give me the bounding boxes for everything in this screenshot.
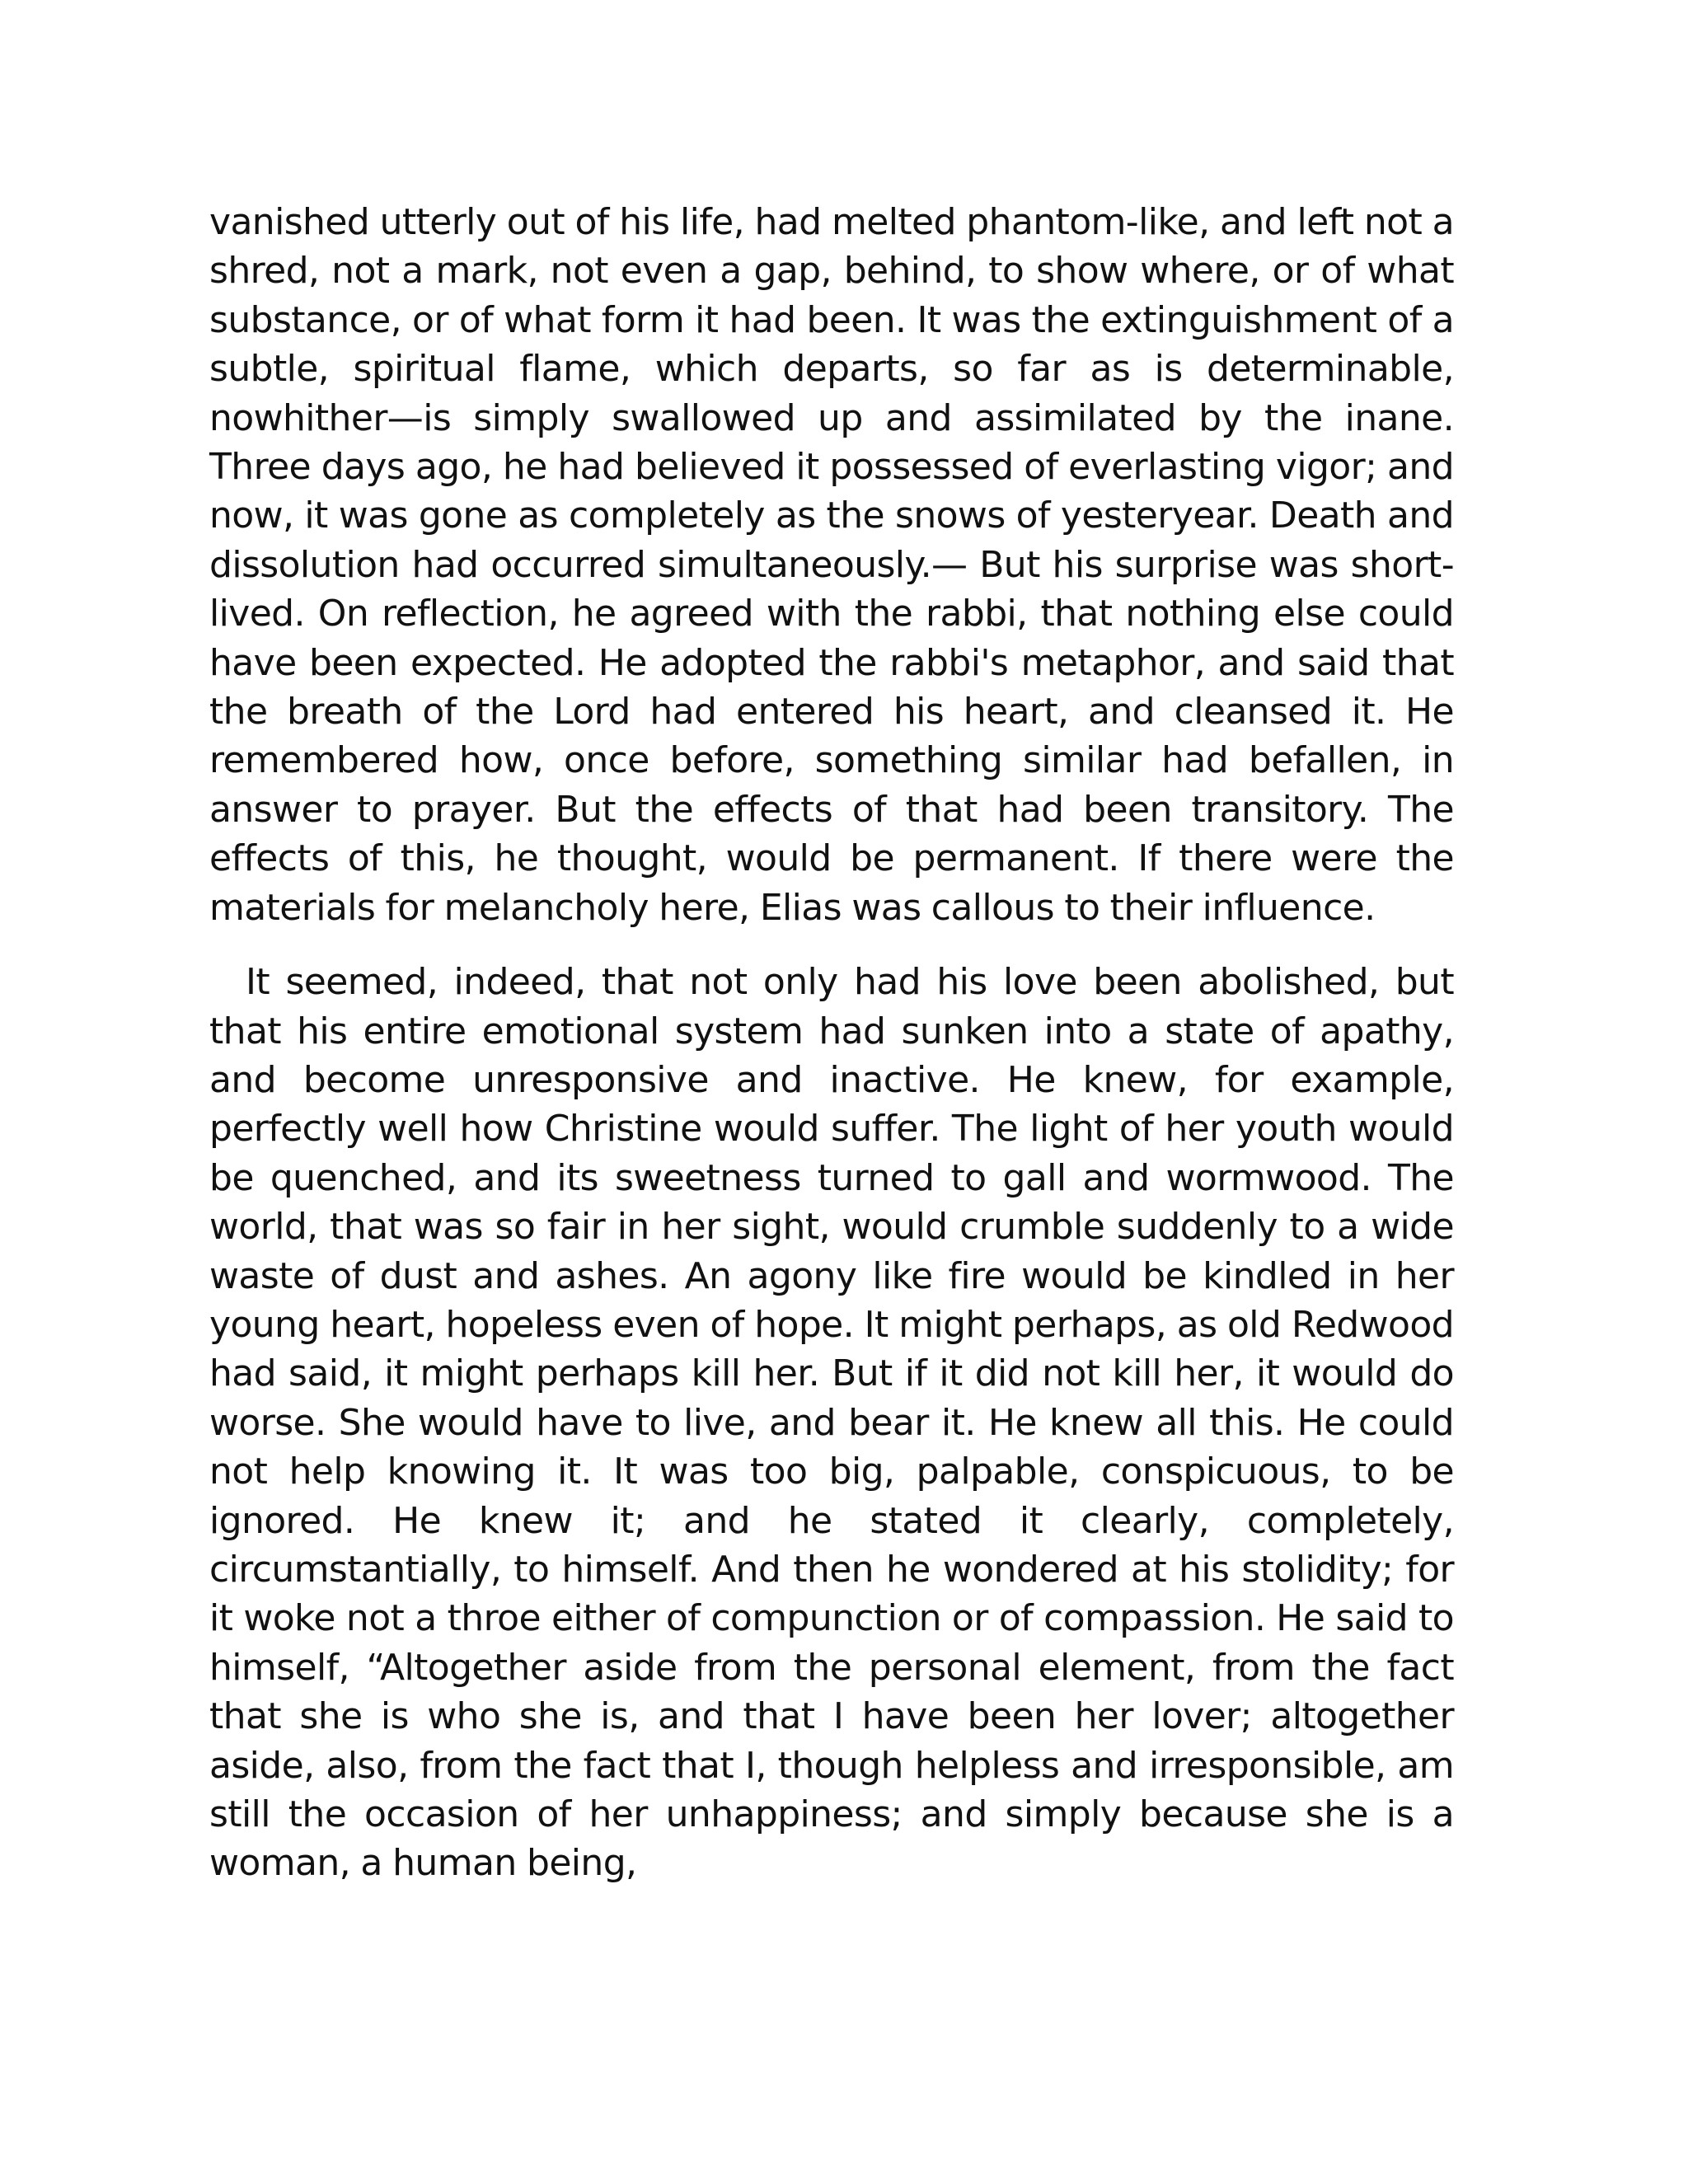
body-text [209,198,1454,1888]
paragraph-new: It seemed, indeed, that not only had his love been abolished, but that his entire emotional system had sunken into a state of apathy, and become unresponsive and inactive. He knew, for example, perfectly well how Christine would suffer. The light of her youth would be quenched, and its sweetness turned to gall and wormwood. The world, that was so fair in her sight, would crumble suddenly to a wide waste of dust and ashes. An agony like fire would be kindled in her young heart, hopeless even of hope. It might perhaps, as old Redwood had said, it might perhaps kill her. But if it did not kill her, it would do worse. She would have to live, and bear it. He knew all this. He could not help knowing it. It was too big, palpable, conspicuous, to be ignored. He knew it; and he stated it clearly, completely, circumstantially, to himself. And then he wondered at his stolidity; for it woke not a throe either of compunction or of compassion. He said to himself, “Altogether aside from the personal element, from the fact that she is who she is, and that I have been her lover; altogether aside, also, from the fact that I, though helpless and irresponsible, am still the occasion of her unhappiness; and simply because she is a woman, a human being, [209,961,1454,1885]
paragraph-continued: vanished utterly out of his life, had melted phantom-like, and left not a shred, not a mark, not even a gap, behind, to show where, or of what substance, or of what form it had been. It was the extinguishment of a subtle, spiritual flame, which departs, so far as is determinable, nowhither—is simply swallowed up and assimilated by the inane. Three days ago, he had believed it possessed of everlasting vigor; and now, it was gone as completely as the snows of yesteryear. Death and dissolution had occurred simultaneously.— But his surprise was short-lived. On reflection, he agreed with the rabbi, that nothing else could have been expected. He adopted the rabbi's metaphor, and said that the breath of the Lord had entered his heart, and cleansed it. He remembered how, once before, something similar had befallen, in answer to prayer. But the effects of that had been transitory. The effects of this, he thought, would be permanent. If there were the materials for melancholy here, Elias was callous to their influence. [209,201,1454,929]
